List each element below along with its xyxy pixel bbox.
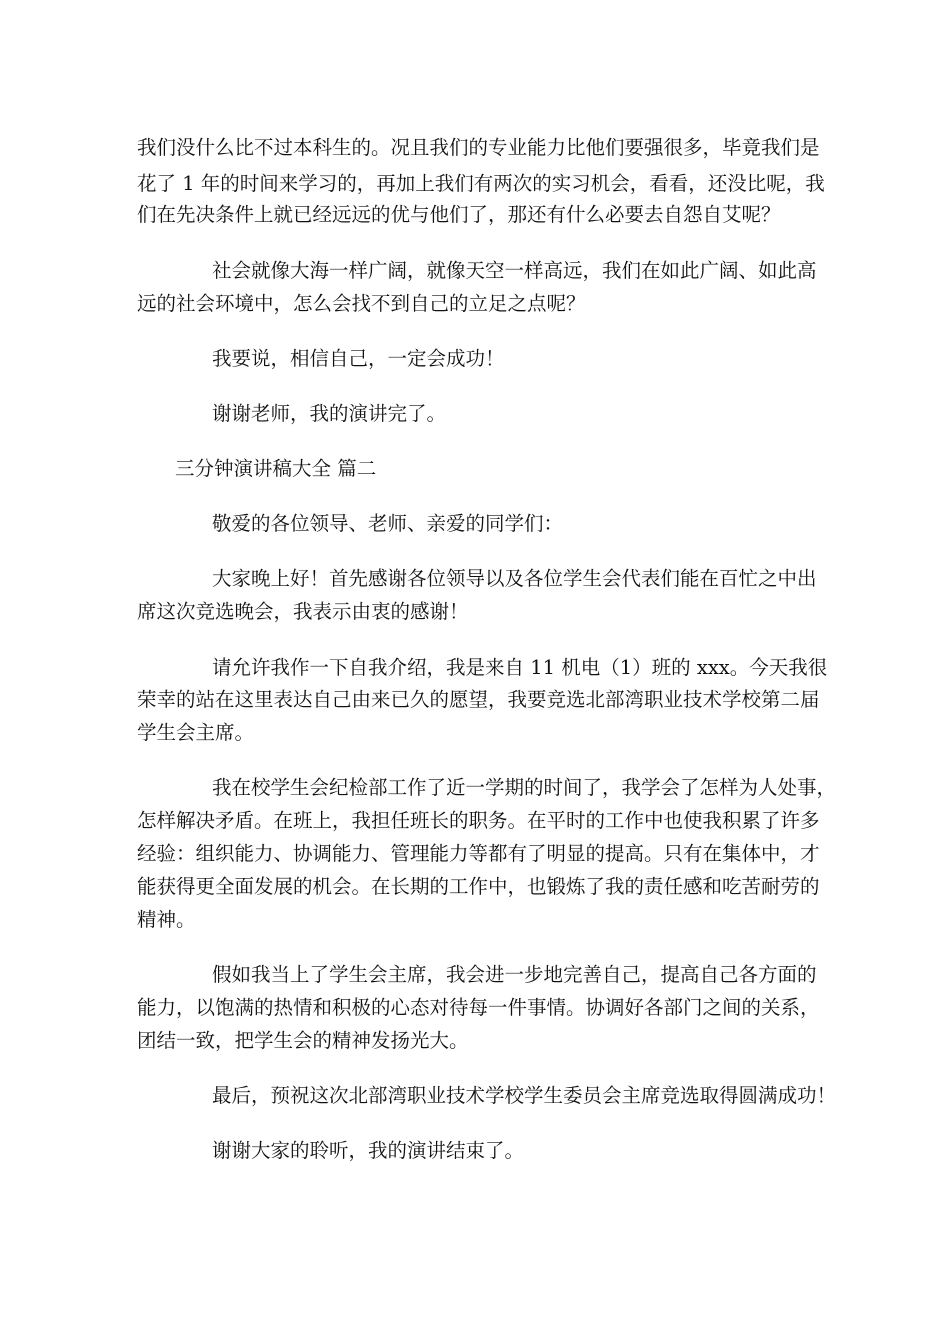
paragraph-line: 假如我当上了学生会主席，我会进一步地完善自己，提高自己各方面的 [212,963,817,986]
paragraph-line: 我在校学生会纪检部工作了近一学期的时间了，我学会了怎样为人处事， [212,776,837,799]
paragraph-line: 花了 1 年的时间来学习的，再加上我们有两次的实习机会，看看，还没比呢，我 [137,172,825,195]
paragraph-line: 最后，预祝这次北部湾职业技术学校学生委员会主席竞选取得圆满成功！ [212,1084,837,1107]
paragraph-line: 能获得更全面发展的机会。在长期的工作中，也锻炼了我的责任感和吃苦耐劳的 [137,875,820,898]
paragraph-line: 我要说，相信自己，一定会成功！ [212,347,505,370]
paragraph-line: 怎样解决矛盾。在班上，我担任班长的职务。在平时的工作中也使我积累了许多 [137,809,820,832]
paragraph-line: 席这次竞选晚会，我表示由衷的感谢！ [137,600,469,623]
closing-line: 谢谢大家的聆听，我的演讲结束了。 [212,1139,525,1162]
paragraph-line: 社会就像大海一样广阔，就像天空一样高远，我们在如此广阔、如此高 [212,259,817,282]
paragraph-line: 团结一致，把学生会的精神发扬光大。 [137,1029,469,1052]
paragraph-line: 请允许我作一下自我介绍，我是来自 11 机电（1）班的 xxx。今天我很 [212,656,828,679]
paragraph-line: 学生会主席。 [137,721,255,744]
paragraph-line: 大家晚上好！首先感谢各位领导以及各位学生会代表们能在百忙之中出 [212,567,817,590]
paragraph-line: 能力，以饱满的热情和积极的心态对待每一件事情。协调好各部门之间的关系， [137,996,820,1019]
paragraph-line: 远的社会环境中，怎么会找不到自己的立足之点呢？ [137,292,586,315]
salutation: 敬爱的各位领导、老师、亲爱的同学们： [212,512,564,535]
paragraph-line: 们在先决条件上就已经远远的优与他们了，那还有什么必要去自怨自艾呢？ [137,203,781,226]
paragraph-line: 精神。 [137,908,196,931]
section-heading: 三分钟演讲稿大全 篇二 [175,457,377,480]
paragraph-line: 荣幸的站在这里表达自己由来已久的愿望，我要竞选北部湾职业技术学校第二届 [137,688,820,711]
paragraph-line: 谢谢老师，我的演讲完了。 [212,402,447,425]
paragraph-line: 经验：组织能力、协调能力、管理能力等都有了明显的提高。只有在集体中，才 [137,842,820,865]
paragraph-line: 我们没什么比不过本科生的。况且我们的专业能力比他们要强很多，毕竟我们是 [137,136,820,159]
